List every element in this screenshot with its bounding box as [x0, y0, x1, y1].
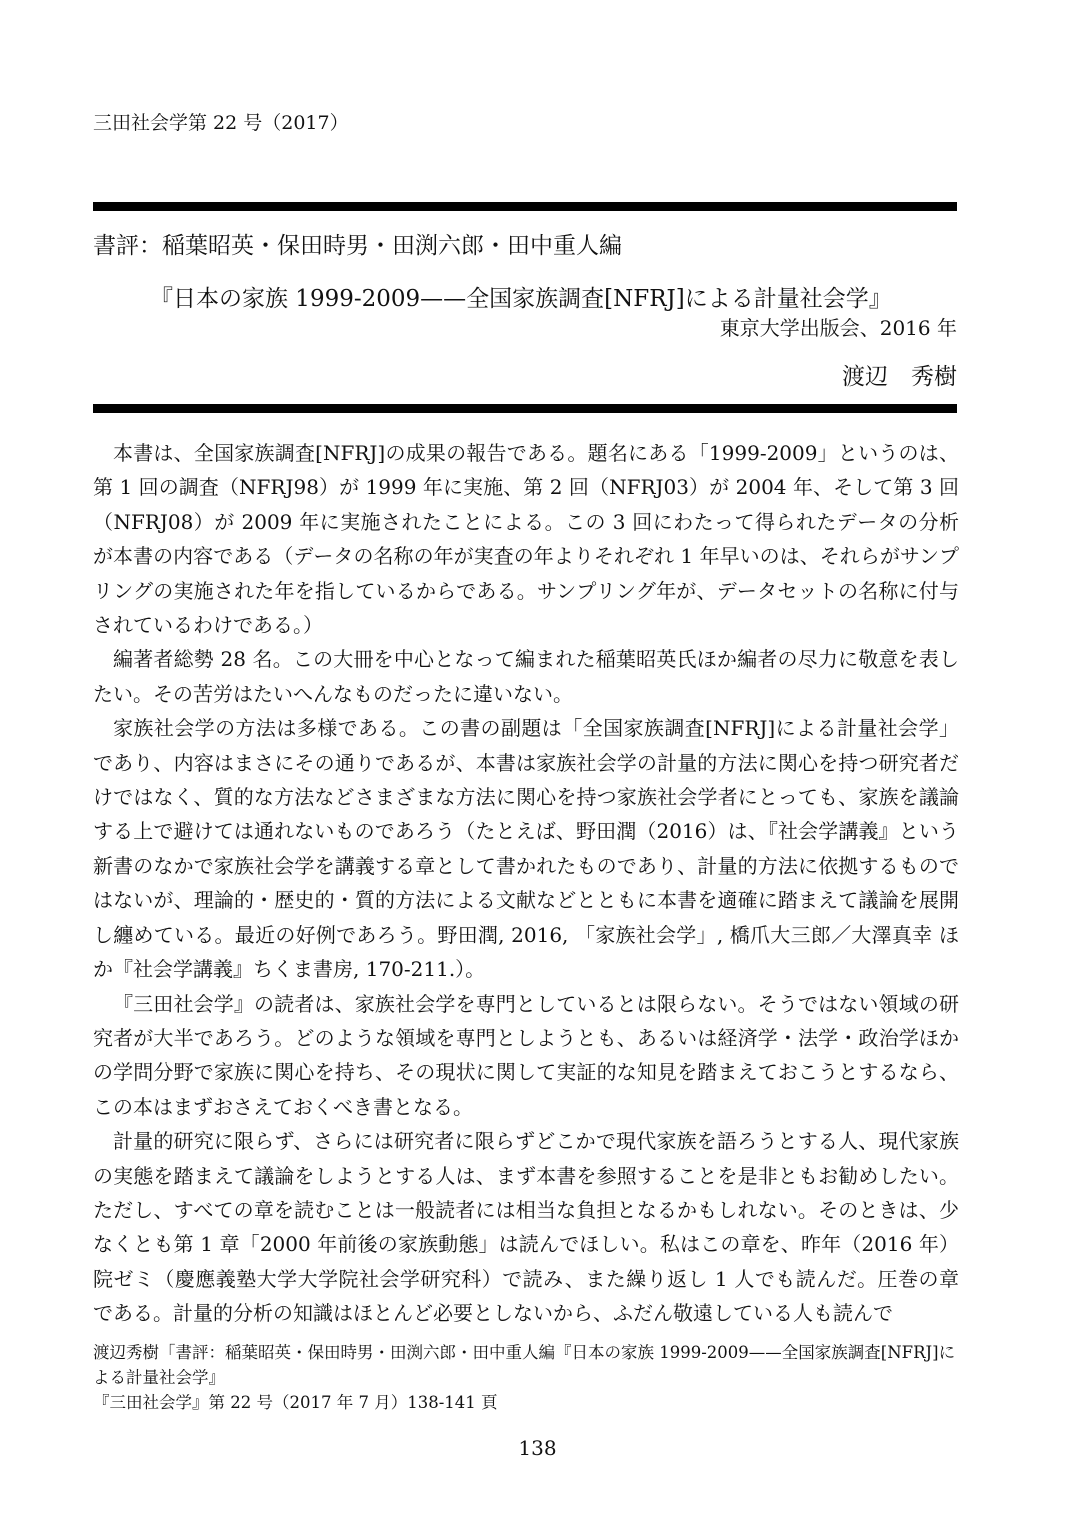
body-paragraph: 『三田社会学』の読者は、家族社会学を専門としているとは限らない。そうではない領域の研究者が大半であろう。どのような領域を専門としようとも、あるいは経済学・法学・政治学ほかの学問分野で家族に関心を持ち、その現状に関して実証的な知見を踏まえておこうとするなら、この本はまずおさえておくべき書となる。 [93, 991, 959, 1119]
page-number: 138 [518, 1436, 557, 1460]
citation-line: 渡辺秀樹「書評：稲葉昭英・保田時男・田渕六郎・田中重人編『日本の家族 1999-2009——全国家族調査[NFRJ]による計量社会学』 [93, 1343, 956, 1387]
body-paragraph: 本書は、全国家族調査[NFRJ]の成果の報告である。題名にある「1999-2009」というのは、第 1 回の調査（NFRJ98）が 1999 年に実施、第 2 回（NFRJ03）が 2004 年、そして第 3 回（NFRJ08）が 2009 年に実施されたことによる。この 3 回にわたって得られたデータの分析が本書の内容である（データの名称の年が実査の年よりそれぞれ 1 年早いのは、それらがサンプリングの実施された年を指しているからである。サンプリング年が、データセットの名称に付与されているわけである。） [93, 441, 959, 638]
source-line: 『三田社会学』第 22 号（2017 年 7 月）138-141 頁 [93, 1393, 498, 1412]
publisher-line: 東京大学出版会、2016 年 [719, 316, 957, 340]
review-author: 渡辺 秀樹 [842, 364, 957, 390]
book-title: 『日本の家族 1999-2009——全国家族調査[NFRJ]による計量社会学』 [150, 286, 892, 312]
body-paragraph: 計量的研究に限らず、さらには研究者に限らずどこかで現代家族を語ろうとする人、現代家族の実態を踏まえて議論をしようとする人は、まず本書を参照することを是非ともお勧めしたい。ただし、すべての章を読むことは一般読者には相当な負担となるかもしれない。そのときは、少なくとも第 1 章「2000 年前後の家族動態」は読んでほしい。私はこの章を、昨年（2016 年）院ゼミ（慶應義塾大学大学院社会学研究科）で読み、また繰り返し 1 人でも読んだ。圧巻の章である。計量的分析の知識はほとんど必要としないから、ふだん敬遠している人も読んで [93, 1129, 959, 1326]
body-paragraph: 家族社会学の方法は多様である。この書の副題は「全国家族調査[NFRJ]による計量社会学」であり、内容はまさにその通りであるが、本書は家族社会学の計量的方法に関心を持つ研究者だけではなく、質的な方法などさまざまな方法に関心を持つ家族社会学者にとっても、家族を議論する上で避けては通れないものであろう（たとえば、野田潤（2016）は、『社会学講義』という新書のなかで家族社会学を講義する章として書かれたものであり、計量的方法に依拠するものではないが、理論的・歴史的・質的方法による文献などとともに本書を適確に踏まえて議論を展開し纏めている。最近の好例であろう。野田潤, 2016, 「家族社会学」, 橋爪大三郎／大澤真幸 ほか『社会学講義』ちくま書房, 170-211.）。 [93, 716, 959, 982]
body-paragraph: 編著者総勢 28 名。この大冊を中心となって編まれた稲葉昭英氏ほか編者の尽力に敬意を表したい。その苦労はたいへんなものだったに違いない。 [93, 647, 959, 706]
journal-header: 三田社会学第 22 号（2017） [93, 112, 349, 134]
top-rule [93, 202, 957, 211]
citation-footnote [93, 1340, 959, 1415]
review-label: 書評：稲葉昭英・保田時男・田渕六郎・田中重人編 [93, 233, 622, 259]
bottom-rule [93, 404, 957, 413]
review-body [93, 436, 959, 1331]
